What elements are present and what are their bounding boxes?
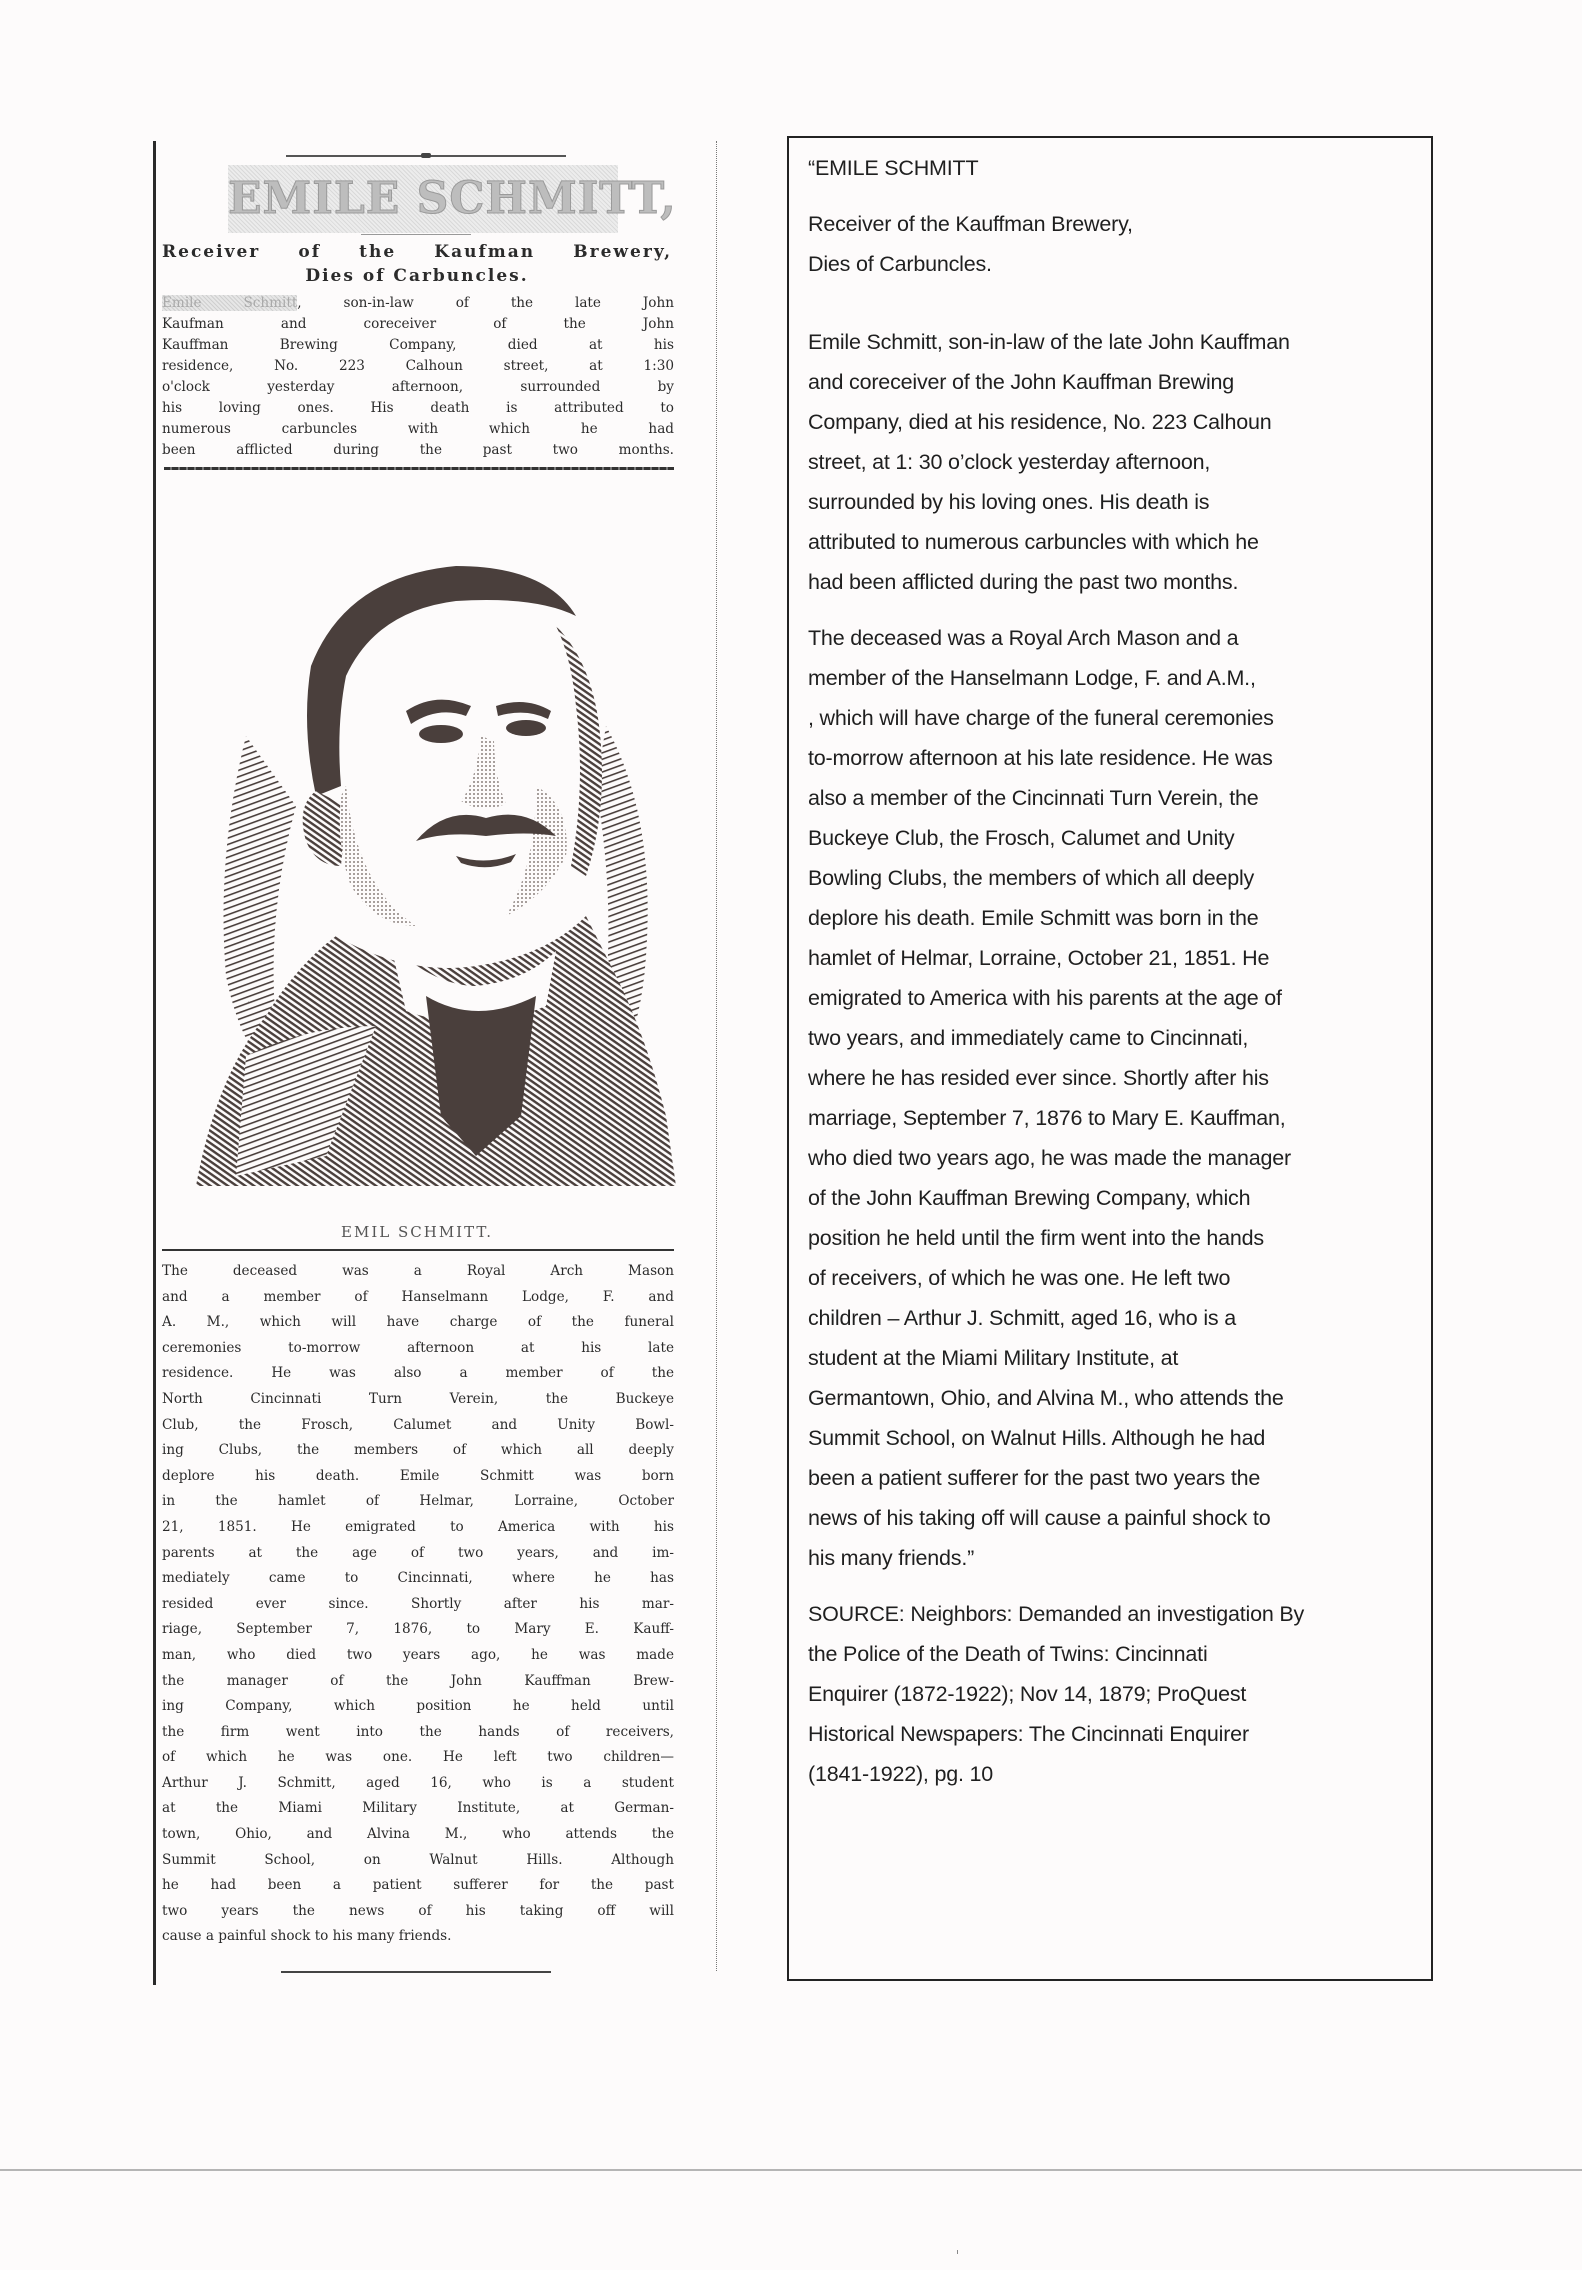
text-line: children – Arthur J. Schmitt, aged 16, who is a bbox=[808, 1306, 1236, 1330]
text-line: the firm went into the hands of receivers, bbox=[162, 1723, 674, 1740]
text-line: two years the news of his taking off will bbox=[162, 1902, 674, 1919]
text-line: Company, died at his residence, No. 223 Calhoun bbox=[808, 410, 1272, 434]
ornament-rule bbox=[361, 234, 471, 235]
transcription-text bbox=[808, 148, 1418, 1794]
text-line: and a member of Hanselmann Lodge, F. and bbox=[162, 1288, 674, 1305]
text-line: of the John Kauffman Brewing Company, which bbox=[808, 1186, 1251, 1210]
text-line: SOURCE: Neighbors: Demanded an investigation By bbox=[808, 1602, 1305, 1626]
text-line: Emile Schmitt, son-in-law of the late John bbox=[162, 295, 674, 311]
clipping-paragraph-1 bbox=[162, 293, 674, 461]
text-line: residence, No. 223 Calhoun street, at 1:30 bbox=[162, 358, 674, 374]
text-line: his loving ones. His death is attributed to bbox=[162, 400, 674, 416]
ornament-dot bbox=[421, 153, 431, 158]
text-line: ceremonies to-morrow afternoon at his late bbox=[162, 1339, 674, 1356]
text-line: surrounded by his loving ones. His death is bbox=[808, 490, 1210, 514]
text-line: where he has resided ever since. Shortly after his bbox=[808, 1066, 1269, 1090]
text-line: emigrated to America with his parents at the age of bbox=[808, 986, 1282, 1010]
text-line: Bowling Clubs, the members of which all deeply bbox=[808, 866, 1255, 890]
transcription-title: “EMILE SCHMITT bbox=[808, 156, 979, 180]
text-line: student at the Miami Military Institute, at bbox=[808, 1346, 1179, 1370]
text-line: A. M., which will have charge of the funeral bbox=[162, 1314, 674, 1331]
text-line: the Police of the Death of Twins: Cincinnati bbox=[808, 1642, 1208, 1666]
text-line: to-morrow afternoon at his late residence. He was bbox=[808, 746, 1273, 770]
ear bbox=[303, 791, 346, 866]
text-line: man, who died two years ago, he was made bbox=[162, 1646, 674, 1663]
text-line: in the hamlet of Helmar, Lorraine, October bbox=[162, 1493, 674, 1510]
text-line: deplore his death. Emile Schmitt was born in the bbox=[808, 906, 1259, 930]
text-line: The deceased was a Royal Arch Mason and a bbox=[808, 626, 1239, 650]
eye bbox=[419, 725, 463, 743]
text-line: Enquirer (1872-1922); Nov 14, 1879; ProQuest bbox=[808, 1682, 1247, 1706]
text-line: North Cincinnati Turn Verein, the Buckeye bbox=[162, 1390, 674, 1407]
text-line: Summit School, on Walnut Hills. Although bbox=[162, 1851, 674, 1868]
text-line: Kaufman and coreceiver of the John bbox=[162, 316, 674, 332]
clipping-edge bbox=[716, 141, 717, 1971]
text-line: residence. He was also a member of the bbox=[162, 1365, 674, 1382]
text-line: member of the Hanselmann Lodge, F. and A.M., bbox=[808, 666, 1256, 690]
text-line: had been afflicted during the past two months. bbox=[808, 570, 1239, 594]
text-line: 21, 1851. He emigrated to America with his bbox=[162, 1518, 674, 1535]
text-line: (1841-1922), pg. 10 bbox=[808, 1762, 994, 1786]
text-line: Kauffman Brewing Company, died at his bbox=[162, 337, 674, 353]
text-line: resided ever since. Shortly after his mar- bbox=[162, 1595, 674, 1612]
text-line: , which will have charge of the funeral ceremonies bbox=[808, 706, 1274, 730]
section-rule bbox=[162, 1249, 674, 1251]
text-line: who died two years ago, he was made the manager bbox=[808, 1146, 1292, 1170]
transcription-paragraph-1 bbox=[808, 322, 1418, 602]
text-line: numerous carbuncles with which he had bbox=[162, 421, 674, 437]
text-line: and coreceiver of the John Kauffman Brewing bbox=[808, 370, 1235, 394]
text-line: o'clock yesterday afternoon, surrounded by bbox=[162, 379, 674, 395]
text-line: Buckeye Club, the Frosch, Calumet and Unity bbox=[808, 826, 1235, 850]
text-line: Emile Schmitt, son-in-law of the late John Kauffman bbox=[808, 330, 1290, 354]
text-line: been a patient sufferer for the past two years the bbox=[808, 1466, 1261, 1490]
scan-speck bbox=[957, 2250, 958, 2254]
text-line: Historical Newspapers: The Cincinnati Enquirer bbox=[808, 1722, 1249, 1746]
transcription-box bbox=[787, 136, 1433, 1981]
text-line: ing Clubs, the members of which all deeply bbox=[162, 1442, 674, 1459]
text-line: at the Miami Military Institute, at German- bbox=[162, 1800, 674, 1817]
scan-edge-line bbox=[0, 2169, 1582, 2171]
face bbox=[346, 623, 578, 939]
text-line: riage, September 7, 1876, to Mary E. Kauff- bbox=[162, 1621, 674, 1638]
text-line: marriage, September 7, 1876 to Mary E. Kauffman, bbox=[808, 1106, 1286, 1130]
newspaper-clipping bbox=[153, 141, 721, 1985]
text-line: news of his taking off will cause a painful shock to bbox=[808, 1506, 1271, 1530]
clipping-paragraph-2 bbox=[162, 1259, 674, 1950]
text-line: attributed to numerous carbuncles with which he bbox=[808, 530, 1259, 554]
highlighted-name: Emile Schmitt bbox=[162, 295, 298, 311]
eye bbox=[506, 720, 546, 736]
transcription-subhead: Dies of Carbuncles. bbox=[808, 252, 992, 276]
text-line: ing Company, which position he held until bbox=[162, 1698, 674, 1715]
text-line: mediately came to Cincinnati, where he has bbox=[162, 1570, 674, 1587]
portrait-caption: EMIL SCHMITT. bbox=[341, 1223, 493, 1241]
text-line: position he held until the firm went into the hands bbox=[808, 1226, 1264, 1250]
text-line: hamlet of Helmar, Lorraine, October 21, 1851. He bbox=[808, 946, 1270, 970]
text-line: deplore his death. Emile Schmitt was born bbox=[162, 1467, 674, 1484]
text-line: been afflicted during the past two months. bbox=[162, 442, 674, 458]
text-line: of which he was one. He left two children— bbox=[162, 1749, 674, 1766]
transcription-subhead: Receiver of the Kauffman Brewery, bbox=[808, 212, 1133, 236]
clipping-subhead: Receiver of the Kaufman Brewery, bbox=[162, 242, 672, 262]
text-line: The deceased was a Royal Arch Mason bbox=[162, 1263, 674, 1279]
text-line: town, Ohio, and Alvina M., who attends the bbox=[162, 1826, 674, 1843]
text-line: Arthur J. Schmitt, aged 16, who is a student bbox=[162, 1774, 674, 1791]
text-line: Club, the Frosch, Calumet and Unity Bowl- bbox=[162, 1416, 674, 1433]
text-line: of receivers, of which he was one. He left two bbox=[808, 1266, 1231, 1290]
text-line: parents at the age of two years, and im- bbox=[162, 1544, 674, 1561]
text-line: also a member of the Cincinnati Turn Verein, the bbox=[808, 786, 1259, 810]
clipping-subhead: Dies of Carbuncles. bbox=[305, 266, 529, 286]
text-line: two years, and immediately came to Cincinnati, bbox=[808, 1026, 1249, 1050]
source-citation bbox=[808, 1594, 1418, 1794]
clipping-headline: EMILE SCHMITT, bbox=[228, 173, 677, 224]
text-line: street, at 1: 30 o’clock yesterday afternoon, bbox=[808, 450, 1211, 474]
text-line: Germantown, Ohio, and Alvina M., who attends the bbox=[808, 1386, 1284, 1410]
text-line: the manager of the John Kauffman Brew- bbox=[162, 1672, 674, 1689]
ornament-rule bbox=[281, 1971, 551, 1973]
transcription-paragraph-2 bbox=[808, 618, 1418, 1578]
text-line: he had been a patient sufferer for the past bbox=[162, 1877, 674, 1894]
portrait-engraving bbox=[176, 556, 676, 1186]
text-line: cause a painful shock to his many friends. bbox=[162, 1928, 452, 1945]
section-rule bbox=[164, 467, 674, 470]
text-line: Summit School, on Walnut Hills. Although he had bbox=[808, 1426, 1266, 1450]
text-line: his many friends.” bbox=[808, 1546, 975, 1570]
